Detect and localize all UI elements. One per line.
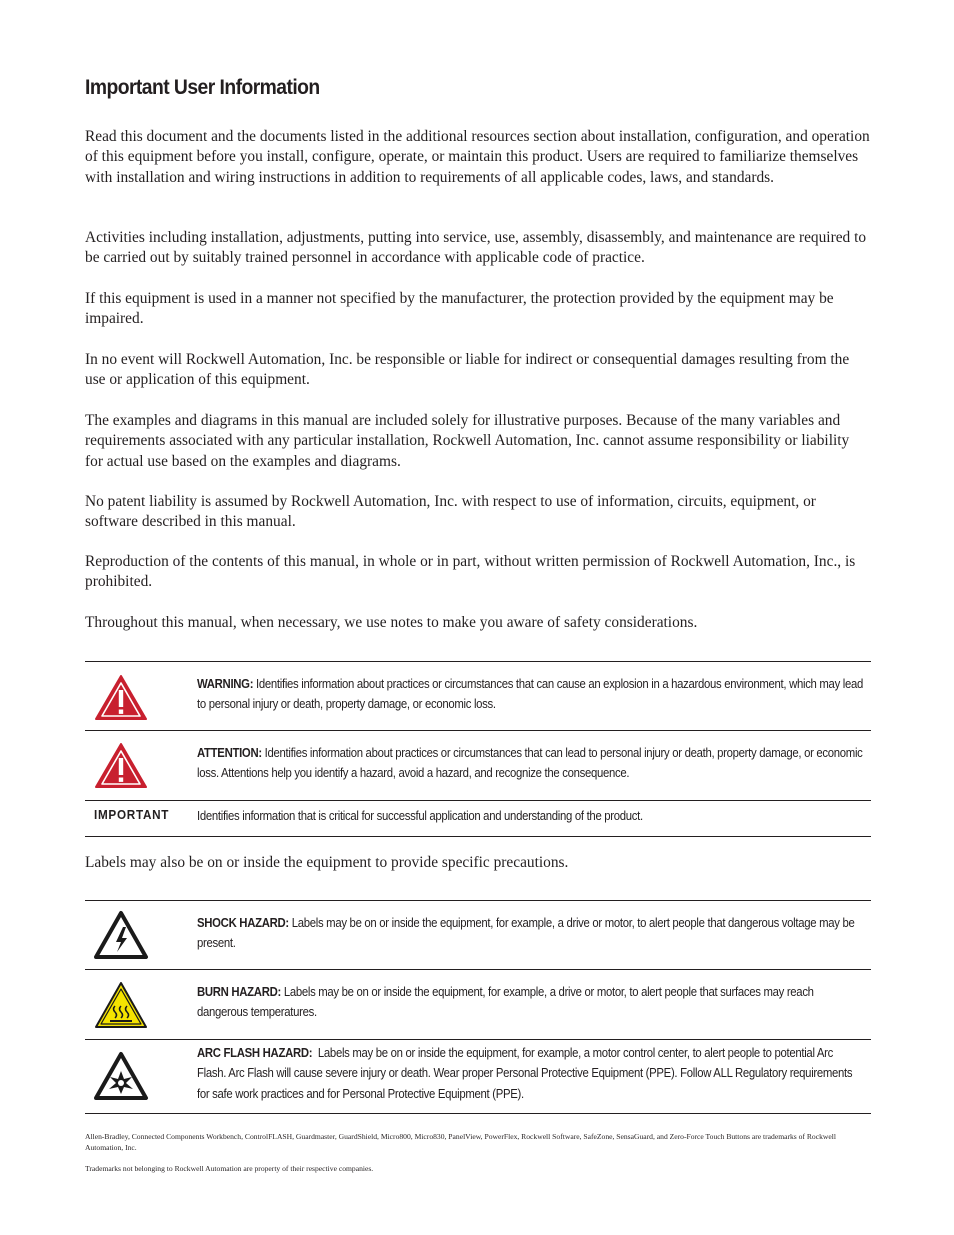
arc-flash-hazard-label: ARC FLASH HAZARD: bbox=[197, 1045, 313, 1060]
paragraph-patent: No patent liability is assumed by Rockwell Automation, Inc. with respect to use of information, circuits, equipment, or software described in this manual. bbox=[85, 493, 816, 531]
warning-label: WARNING: bbox=[197, 676, 254, 691]
important-description: Identifies information that is critical for successful application and understanding of the product. bbox=[197, 808, 643, 823]
burn-hazard-row bbox=[85, 970, 871, 1040]
warning-description: Identifies information about practices or circumstances that can cause an explosion in a hazardous environment, which may lead to personal injury or death, property damage, or economic loss. bbox=[197, 676, 864, 712]
shock-hazard-text bbox=[197, 913, 864, 954]
page-title: Important User Information bbox=[85, 76, 320, 99]
paragraph-examples: The examples and diagrams in this manual are included solely for illustrative purposes. Because of the many variables and requirements associated with any particular installation, Rockwell Automation, Inc. cannot assume responsibility or liability for actual use based on the examples and diagrams. bbox=[85, 412, 850, 470]
attention-row bbox=[85, 731, 871, 801]
warning-row bbox=[85, 661, 871, 731]
paragraph-activities: Activities including installation, adjustments, putting into service, use, assembly, disassembly, and maintenance are required to be carried out by suitably trained personnel in accordance with applicable code of practice. bbox=[85, 229, 867, 267]
warning-text bbox=[197, 674, 864, 715]
hazard-labels-table bbox=[85, 900, 871, 1114]
trademarks-notice: Allen-Bradley, Connected Components Workbench, ControlFLASH, Guardmaster, GuardShield, Micro800, Micro830, PanelView, PowerFlex, Rockwell Software, SafeZone, SensaGuard, and Zero-Force Touch Buttons are trademarks of Rockwell Automation, Inc. bbox=[85, 1132, 836, 1152]
paragraph-labels: Labels may also be on or inside the equipment to provide specific precautions. bbox=[85, 854, 569, 871]
attention-triangle-icon bbox=[93, 741, 149, 790]
arc-flash-hazard-description: Labels may be on or inside the equipment, for example, a motor control center, to alert people to potential Arc Flash. Arc Flash will cause severe injury or death. Wear proper Personal Protective Equipment (PPE). Follow ALL Regulatory requirements for safe work practices and for Personal Protective Equipment (PPE). bbox=[197, 1045, 853, 1101]
burn-hazard-text bbox=[197, 982, 864, 1023]
shock-hazard-icon bbox=[93, 910, 149, 960]
paragraph-liability: In no event will Rockwell Automation, Inc. be responsible or liable for indirect or consequential damages resulting from the use or application of this equipment. bbox=[85, 351, 850, 389]
burn-hazard-label: BURN HAZARD: bbox=[197, 984, 281, 999]
arc-flash-hazard-icon bbox=[93, 1051, 149, 1101]
attention-text bbox=[197, 743, 864, 784]
arc-flash-hazard-text bbox=[197, 1043, 864, 1104]
shock-hazard-description: Labels may be on or inside the equipment, for example, a drive or motor, to alert people that dangerous voltage may be present. bbox=[197, 915, 855, 951]
paragraph-manufacturer: If this equipment is used in a manner not specified by the manufacturer, the protection provided by the equipment may be impaired. bbox=[85, 290, 834, 328]
paragraph-reproduction: Reproduction of the contents of this manual, in whole or in part, without written permission of Rockwell Automation, Inc., is prohibited. bbox=[85, 553, 856, 591]
warning-triangle-icon bbox=[93, 673, 149, 722]
shock-hazard-label: SHOCK HAZARD: bbox=[197, 915, 289, 930]
attention-description: Identifies information about practices or circumstances that can lead to personal injury or death, property damage, or economic loss. Attentions help you identify a hazard, avoid a hazard, and recognize the consequence. bbox=[197, 745, 863, 781]
paragraph-read-document: Read this document and the documents listed in the additional resources section about installation, configuration, and operation of this equipment before you install, configure, operate, or maintain this product. Users are required to familiarize themselves with installation and wiring instructions in addition to requirements of all applicable codes, laws, and standards. bbox=[85, 128, 870, 186]
important-label: IMPORTANT bbox=[94, 807, 170, 822]
third-party-trademarks-notice: Trademarks not belonging to Rockwell Automation are property of their respective companies. bbox=[85, 1164, 374, 1173]
attention-label: ATTENTION: bbox=[197, 745, 262, 760]
shock-hazard-row bbox=[85, 900, 871, 970]
arc-flash-hazard-row bbox=[85, 1040, 871, 1114]
important-row bbox=[85, 801, 871, 837]
safety-notes-table bbox=[85, 661, 871, 837]
paragraph-notes-intro: Throughout this manual, when necessary, we use notes to make you aware of safety considerations. bbox=[85, 614, 698, 631]
burn-hazard-icon bbox=[93, 980, 149, 1030]
burn-hazard-description: Labels may be on or inside the equipment, for example, a drive or motor, to alert people that surfaces may reach dangerous temperatures. bbox=[197, 984, 814, 1020]
